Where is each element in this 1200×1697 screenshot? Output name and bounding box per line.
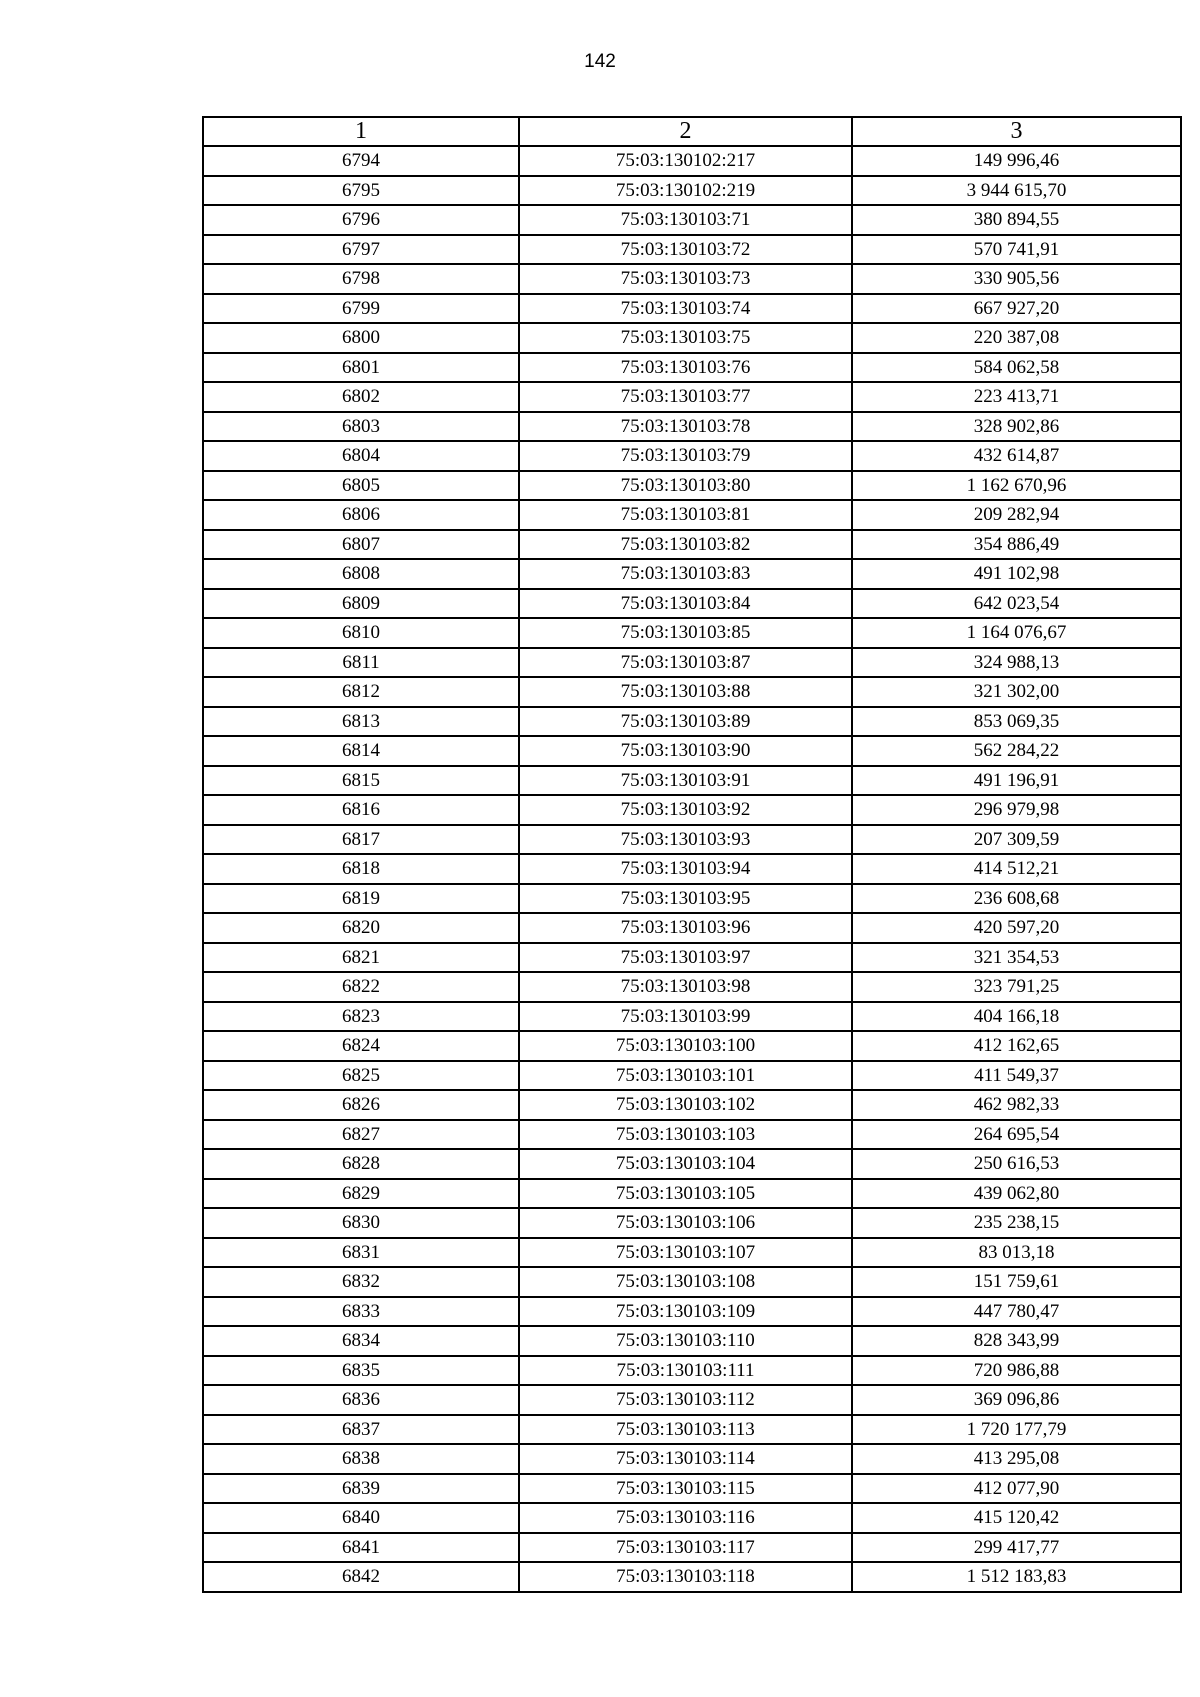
row-number-cell: 6839 xyxy=(203,1474,519,1504)
cadastral-number-cell: 75:03:130103:118 xyxy=(519,1562,852,1592)
cadastral-value-cell: 323 791,25 xyxy=(852,972,1181,1002)
cadastral-number-cell: 75:03:130103:103 xyxy=(519,1120,852,1150)
row-number-cell: 6841 xyxy=(203,1533,519,1563)
cadastral-value-cell: 235 238,15 xyxy=(852,1208,1181,1238)
cadastral-number-cell: 75:03:130103:75 xyxy=(519,323,852,353)
cadastral-number-cell: 75:03:130103:107 xyxy=(519,1238,852,1268)
cadastral-number-cell: 75:03:130103:81 xyxy=(519,500,852,530)
cadastral-value-cell: 324 988,13 xyxy=(852,648,1181,678)
table-row xyxy=(203,235,1181,265)
table-row xyxy=(203,471,1181,501)
cadastral-value-cell: 1 720 177,79 xyxy=(852,1415,1181,1445)
row-number-cell: 6814 xyxy=(203,736,519,766)
table-row xyxy=(203,1326,1181,1356)
cadastral-number-cell: 75:03:130103:110 xyxy=(519,1326,852,1356)
table-row xyxy=(203,323,1181,353)
cadastral-number-cell: 75:03:130103:117 xyxy=(519,1533,852,1563)
cadastral-number-cell: 75:03:130103:85 xyxy=(519,618,852,648)
table-row xyxy=(203,1415,1181,1445)
row-number-cell: 6832 xyxy=(203,1267,519,1297)
table-row xyxy=(203,1238,1181,1268)
cadastral-value-cell: 3 944 615,70 xyxy=(852,176,1181,206)
row-number-cell: 6810 xyxy=(203,618,519,648)
cadastral-value-cell: 151 759,61 xyxy=(852,1267,1181,1297)
cadastral-value-cell: 380 894,55 xyxy=(852,205,1181,235)
cadastral-value-cell: 330 905,56 xyxy=(852,264,1181,294)
page-number: 142 xyxy=(584,51,616,72)
table-row xyxy=(203,382,1181,412)
cadastral-value-cell: 354 886,49 xyxy=(852,530,1181,560)
row-number-cell: 6818 xyxy=(203,854,519,884)
cadastral-number-cell: 75:03:130103:99 xyxy=(519,1002,852,1032)
row-number-cell: 6800 xyxy=(203,323,519,353)
cadastral-number-cell: 75:03:130103:88 xyxy=(519,677,852,707)
row-number-cell: 6813 xyxy=(203,707,519,737)
cadastral-value-cell: 720 986,88 xyxy=(852,1356,1181,1386)
table-row xyxy=(203,648,1181,678)
cadastral-number-cell: 75:03:130103:87 xyxy=(519,648,852,678)
row-number-cell: 6798 xyxy=(203,264,519,294)
row-number-cell: 6828 xyxy=(203,1149,519,1179)
cadastral-value-cell: 420 597,20 xyxy=(852,913,1181,943)
cadastral-number-cell: 75:03:130103:80 xyxy=(519,471,852,501)
row-number-cell: 6804 xyxy=(203,441,519,471)
cadastral-value-cell: 1 164 076,67 xyxy=(852,618,1181,648)
cadastral-number-cell: 75:03:130103:76 xyxy=(519,353,852,383)
table-row xyxy=(203,825,1181,855)
cadastral-value-cell: 328 902,86 xyxy=(852,412,1181,442)
table-row xyxy=(203,1267,1181,1297)
row-number-cell: 6812 xyxy=(203,677,519,707)
cadastral-value-cell: 462 982,33 xyxy=(852,1090,1181,1120)
cadastral-value-cell: 415 120,42 xyxy=(852,1503,1181,1533)
cadastral-value-cell: 432 614,87 xyxy=(852,441,1181,471)
table-row xyxy=(203,589,1181,619)
cadastral-value-cell: 570 741,91 xyxy=(852,235,1181,265)
row-number-cell: 6825 xyxy=(203,1061,519,1091)
table-row xyxy=(203,677,1181,707)
table-row xyxy=(203,854,1181,884)
column-header-2: 2 xyxy=(519,117,852,146)
cadastral-value-cell: 411 549,37 xyxy=(852,1061,1181,1091)
cadastral-number-cell: 75:03:130103:91 xyxy=(519,766,852,796)
cadastral-number-cell: 75:03:130103:74 xyxy=(519,294,852,324)
row-number-cell: 6823 xyxy=(203,1002,519,1032)
row-number-cell: 6797 xyxy=(203,235,519,265)
cadastral-number-cell: 75:03:130103:111 xyxy=(519,1356,852,1386)
row-number-cell: 6833 xyxy=(203,1297,519,1327)
table-row xyxy=(203,1444,1181,1474)
row-number-cell: 6820 xyxy=(203,913,519,943)
cadastral-number-cell: 75:03:130103:112 xyxy=(519,1385,852,1415)
table-row xyxy=(203,530,1181,560)
table-row xyxy=(203,264,1181,294)
row-number-cell: 6806 xyxy=(203,500,519,530)
table-row xyxy=(203,943,1181,973)
table-row xyxy=(203,1474,1181,1504)
cadastral-value-cell: 149 996,46 xyxy=(852,146,1181,176)
cadastral-value-cell: 369 096,86 xyxy=(852,1385,1181,1415)
cadastral-number-cell: 75:03:130103:98 xyxy=(519,972,852,1002)
cadastral-value-cell: 642 023,54 xyxy=(852,589,1181,619)
table-row xyxy=(203,1297,1181,1327)
table-row xyxy=(203,294,1181,324)
row-number-cell: 6796 xyxy=(203,205,519,235)
cadastral-number-cell: 75:03:130103:77 xyxy=(519,382,852,412)
table-row xyxy=(203,1562,1181,1592)
cadastral-number-cell: 75:03:130103:96 xyxy=(519,913,852,943)
row-number-cell: 6795 xyxy=(203,176,519,206)
cadastral-value-cell: 209 282,94 xyxy=(852,500,1181,530)
cadastral-number-cell: 75:03:130102:217 xyxy=(519,146,852,176)
cadastral-number-cell: 75:03:130103:105 xyxy=(519,1179,852,1209)
table-row xyxy=(203,559,1181,589)
cadastral-number-cell: 75:03:130103:106 xyxy=(519,1208,852,1238)
cadastral-number-cell: 75:03:130103:84 xyxy=(519,589,852,619)
table-row xyxy=(203,972,1181,1002)
cadastral-value-cell: 250 616,53 xyxy=(852,1149,1181,1179)
cadastral-number-cell: 75:03:130103:82 xyxy=(519,530,852,560)
cadastral-number-cell: 75:03:130103:97 xyxy=(519,943,852,973)
row-number-cell: 6794 xyxy=(203,146,519,176)
cadastral-value-cell: 321 354,53 xyxy=(852,943,1181,973)
row-number-cell: 6819 xyxy=(203,884,519,914)
cadastral-value-cell: 667 927,20 xyxy=(852,294,1181,324)
row-number-cell: 6817 xyxy=(203,825,519,855)
table-row xyxy=(203,1002,1181,1032)
cadastral-value-cell: 223 413,71 xyxy=(852,382,1181,412)
row-number-cell: 6808 xyxy=(203,559,519,589)
cadastral-value-cell: 491 102,98 xyxy=(852,559,1181,589)
row-number-cell: 6816 xyxy=(203,795,519,825)
row-number-cell: 6815 xyxy=(203,766,519,796)
table-row xyxy=(203,146,1181,176)
cadastral-value-cell: 404 166,18 xyxy=(852,1002,1181,1032)
table-row xyxy=(203,1031,1181,1061)
cadastral-value-cell: 853 069,35 xyxy=(852,707,1181,737)
cadastral-value-cell: 264 695,54 xyxy=(852,1120,1181,1150)
row-number-cell: 6842 xyxy=(203,1562,519,1592)
cadastral-number-cell: 75:03:130103:108 xyxy=(519,1267,852,1297)
table-row xyxy=(203,205,1181,235)
cadastral-value-cell: 296 979,98 xyxy=(852,795,1181,825)
cadastral-number-cell: 75:03:130103:115 xyxy=(519,1474,852,1504)
cadastral-number-cell: 75:03:130103:113 xyxy=(519,1415,852,1445)
row-number-cell: 6801 xyxy=(203,353,519,383)
cadastral-number-cell: 75:03:130103:71 xyxy=(519,205,852,235)
row-number-cell: 6803 xyxy=(203,412,519,442)
cadastral-number-cell: 75:03:130103:114 xyxy=(519,1444,852,1474)
table-header-row xyxy=(203,117,1181,146)
table-row xyxy=(203,618,1181,648)
cadastral-value-cell: 828 343,99 xyxy=(852,1326,1181,1356)
cadastral-number-cell: 75:03:130103:95 xyxy=(519,884,852,914)
table-row xyxy=(203,1385,1181,1415)
row-number-cell: 6837 xyxy=(203,1415,519,1445)
cadastral-number-cell: 75:03:130103:83 xyxy=(519,559,852,589)
cadastral-number-cell: 75:03:130103:116 xyxy=(519,1503,852,1533)
table-row xyxy=(203,795,1181,825)
row-number-cell: 6830 xyxy=(203,1208,519,1238)
row-number-cell: 6799 xyxy=(203,294,519,324)
cadastral-number-cell: 75:03:130103:101 xyxy=(519,1061,852,1091)
row-number-cell: 6838 xyxy=(203,1444,519,1474)
cadastral-number-cell: 75:03:130103:79 xyxy=(519,441,852,471)
row-number-cell: 6829 xyxy=(203,1179,519,1209)
table-row xyxy=(203,766,1181,796)
table-row xyxy=(203,1061,1181,1091)
row-number-cell: 6802 xyxy=(203,382,519,412)
cadastral-number-cell: 75:03:130103:78 xyxy=(519,412,852,442)
cadastral-value-cell: 207 309,59 xyxy=(852,825,1181,855)
cadastral-number-cell: 75:03:130102:219 xyxy=(519,176,852,206)
table-row xyxy=(203,1090,1181,1120)
table-row xyxy=(203,736,1181,766)
table-row xyxy=(203,1356,1181,1386)
table-row xyxy=(203,1120,1181,1150)
cadastral-value-cell: 413 295,08 xyxy=(852,1444,1181,1474)
cadastral-value-cell: 321 302,00 xyxy=(852,677,1181,707)
table-row xyxy=(203,441,1181,471)
column-header-3: 3 xyxy=(852,117,1181,146)
table-row xyxy=(203,353,1181,383)
row-number-cell: 6811 xyxy=(203,648,519,678)
cadastral-number-cell: 75:03:130103:73 xyxy=(519,264,852,294)
row-number-cell: 6840 xyxy=(203,1503,519,1533)
cadastral-value-cell: 584 062,58 xyxy=(852,353,1181,383)
table-body xyxy=(203,146,1181,1592)
table-row xyxy=(203,1149,1181,1179)
cadastral-value-cell: 83 013,18 xyxy=(852,1238,1181,1268)
cadastral-number-cell: 75:03:130103:102 xyxy=(519,1090,852,1120)
cadastral-number-cell: 75:03:130103:92 xyxy=(519,795,852,825)
table-row xyxy=(203,176,1181,206)
cadastral-number-cell: 75:03:130103:100 xyxy=(519,1031,852,1061)
row-number-cell: 6805 xyxy=(203,471,519,501)
row-number-cell: 6807 xyxy=(203,530,519,560)
cadastral-number-cell: 75:03:130103:104 xyxy=(519,1149,852,1179)
cadastral-value-cell: 1 512 183,83 xyxy=(852,1562,1181,1592)
cadastral-value-cell: 447 780,47 xyxy=(852,1297,1181,1327)
cadastral-number-cell: 75:03:130103:94 xyxy=(519,854,852,884)
table-row xyxy=(203,1179,1181,1209)
cadastral-value-cell: 562 284,22 xyxy=(852,736,1181,766)
cadastral-number-cell: 75:03:130103:93 xyxy=(519,825,852,855)
cadastral-value-cell: 299 417,77 xyxy=(852,1533,1181,1563)
column-header-1: 1 xyxy=(203,117,519,146)
cadastral-value-cell: 412 162,65 xyxy=(852,1031,1181,1061)
cadastral-number-cell: 75:03:130103:109 xyxy=(519,1297,852,1327)
row-number-cell: 6831 xyxy=(203,1238,519,1268)
row-number-cell: 6834 xyxy=(203,1326,519,1356)
cadastral-value-cell: 412 077,90 xyxy=(852,1474,1181,1504)
row-number-cell: 6809 xyxy=(203,589,519,619)
table-row xyxy=(203,1208,1181,1238)
table-row xyxy=(203,913,1181,943)
row-number-cell: 6824 xyxy=(203,1031,519,1061)
row-number-cell: 6836 xyxy=(203,1385,519,1415)
cadastral-value-cell: 414 512,21 xyxy=(852,854,1181,884)
table-row xyxy=(203,412,1181,442)
row-number-cell: 6821 xyxy=(203,943,519,973)
cadastral-value-cell: 1 162 670,96 xyxy=(852,471,1181,501)
table-row xyxy=(203,1503,1181,1533)
row-number-cell: 6826 xyxy=(203,1090,519,1120)
cadastral-value-table xyxy=(202,116,1182,1593)
table-row xyxy=(203,1533,1181,1563)
row-number-cell: 6827 xyxy=(203,1120,519,1150)
table-row xyxy=(203,707,1181,737)
cadastral-value-cell: 220 387,08 xyxy=(852,323,1181,353)
cadastral-value-cell: 491 196,91 xyxy=(852,766,1181,796)
cadastral-value-cell: 439 062,80 xyxy=(852,1179,1181,1209)
cadastral-number-cell: 75:03:130103:72 xyxy=(519,235,852,265)
cadastral-value-cell: 236 608,68 xyxy=(852,884,1181,914)
row-number-cell: 6822 xyxy=(203,972,519,1002)
table-row xyxy=(203,884,1181,914)
row-number-cell: 6835 xyxy=(203,1356,519,1386)
cadastral-number-cell: 75:03:130103:89 xyxy=(519,707,852,737)
table-row xyxy=(203,500,1181,530)
cadastral-number-cell: 75:03:130103:90 xyxy=(519,736,852,766)
